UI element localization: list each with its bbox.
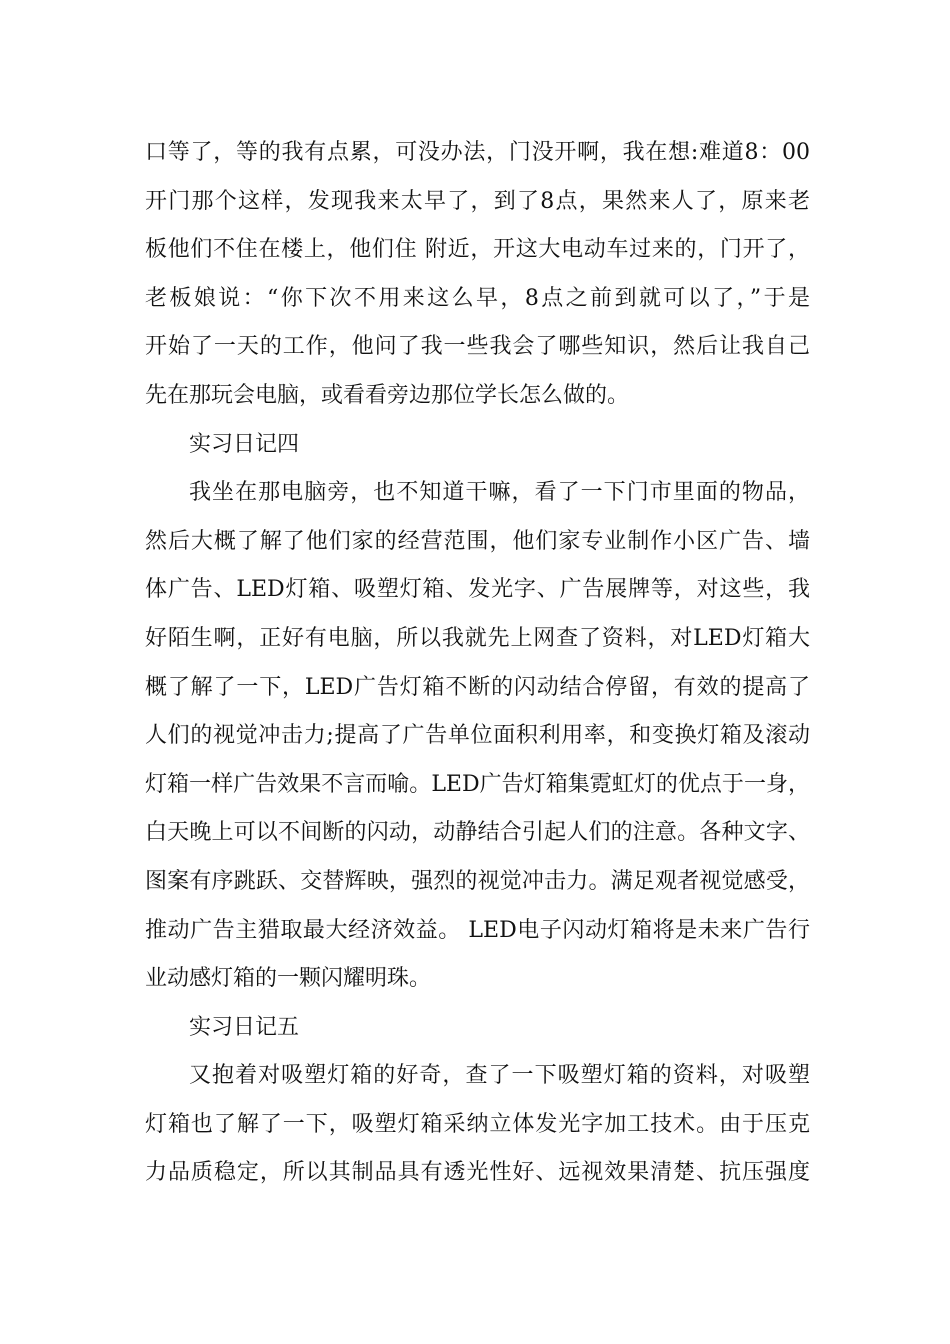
text-line: 灯箱一样广告效果不言而喻。LED广告灯箱集霓虹灯的优点于一身，: [145, 771, 810, 797]
text-line: 老板娘说：“你下次不用来这么早，8点之前到就可以了，”于是: [145, 285, 810, 311]
section-heading-diary-4: 实习日记四: [189, 431, 300, 457]
text-line: 体广告、LED灯箱、吸塑灯箱、发光字、广告展牌等，对这些，我: [145, 577, 810, 603]
text-line: 先在那玩会电脑，或看看旁边那位学长怎么做的。: [145, 382, 630, 408]
paragraph-diary-4: [145, 469, 810, 1004]
document-body: [145, 129, 810, 1198]
text-line: 开始了一天的工作，他问了我一些我会了哪些知识，然后让我自己: [145, 334, 810, 360]
text-line: 灯箱也了解了一下，吸塑灯箱采纳立体发光字加工技术。由于压克: [145, 1111, 810, 1137]
text-line: 好陌生啊，正好有电脑，所以我就先上网查了资料，对LED灯箱大: [145, 625, 810, 651]
text-line: 推动广告主猎取最大经济效益。 LED电子闪动灯箱将是未来广告行: [145, 917, 810, 943]
text-line: 业动感灯箱的一颗闪耀明珠。: [145, 966, 432, 992]
text-line: 口等了，等的我有点累，可没办法，门没开啊，我在想:难道8：00: [145, 140, 810, 165]
text-line: 开门那个这样，发现我来太早了，到了8点，果然来人了，原来老: [145, 188, 810, 214]
paragraph-diary-5: [145, 1052, 810, 1198]
text-line: 又抱着对吸塑灯箱的好奇，查了一下吸塑灯箱的资料，对吸塑: [189, 1063, 810, 1089]
paragraph-continuation: [145, 129, 810, 421]
text-line: 我坐在那电脑旁，也不知道干嘛，看了一下门市里面的物品，: [189, 480, 810, 506]
text-line: 力品质稳定，所以其制品具有透光性好、远视效果清楚、抗压强度: [145, 1160, 810, 1186]
section-heading-diary-5: 实习日记五: [189, 1014, 300, 1040]
text-line: 然后大概了解了他们家的经营范围，他们家专业制作小区广告、墙: [145, 528, 810, 554]
text-line: 板他们不住在楼上，他们住 附近，开这大电动车过来的，门开了，: [145, 237, 810, 263]
text-line: 概了解了一下，LED广告灯箱不断的闪动结合停留，有效的提高了: [145, 674, 810, 700]
text-line: 图案有序跳跃、交替辉映，强烈的视觉冲击力。满足观者视觉感受，: [145, 868, 810, 894]
text-line: 白天晚上可以不间断的闪动，动静结合引起人们的注意。各种文字、: [145, 820, 810, 846]
text-line: 人们的视觉冲击力;提高了广告单位面积利用率，和变换灯箱及滚动: [145, 723, 810, 749]
